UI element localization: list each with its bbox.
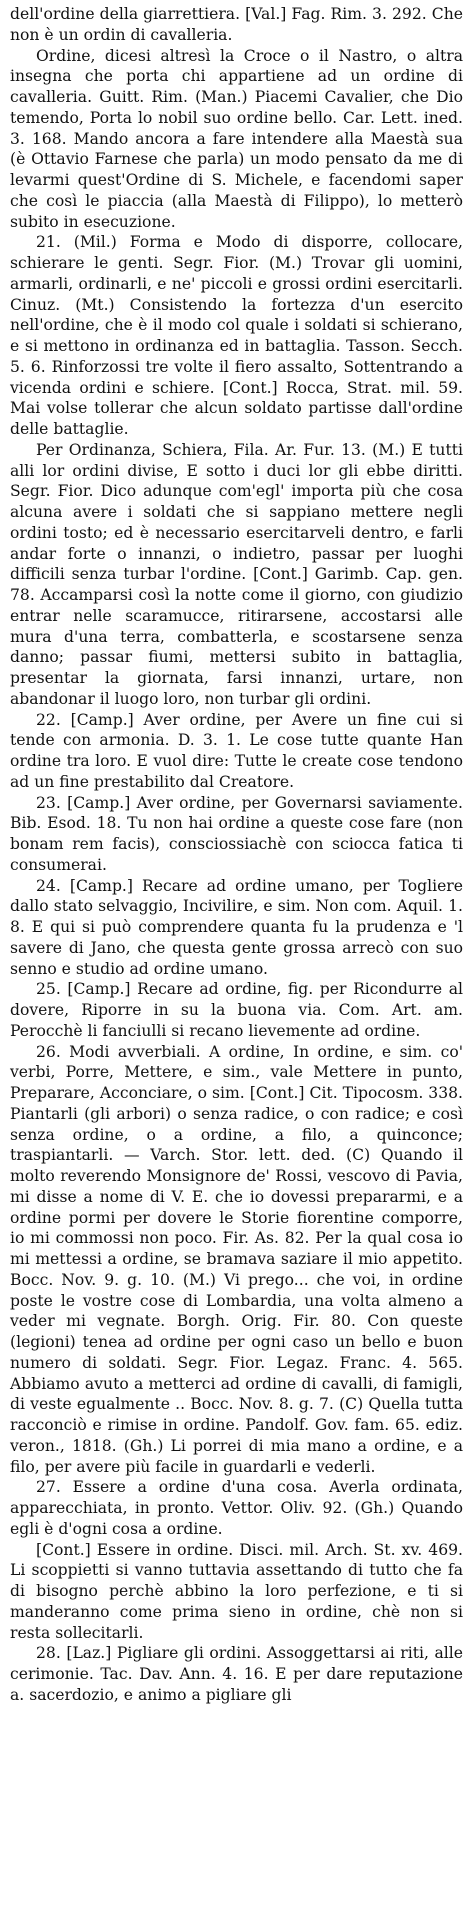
paragraph-ordinanza: Per Ordinanza, Schiera, Fila. Ar. Fur. 13. (M.) E tutti alli lor ordini divise, E sotto i duci lor gli ebbe diritti. Segr. Fior. Dico adunque com'egl' importa più che cosa alcuna avere i soldati che si sappiano mettere negli ordini tosto; ed è necessario esercitarveli dentro, e farli andar forte o innanzi, o indietro, passar per luoghi difficili senza turbar l'ordine. [Cont.] Garimb. Cap. gen. 78. Accamparsi così la notte come il giorno, con giudizio entrar nelle scaramucce, ritirarsene, accostarsi alle mura d'una terra, combatterla, e scostarsene senza danno; passar fiumi, mettersi subito in battaglia, presentar la giornata, farsi innanzi, urtare, non abandonar il luogo loro, non turbar gli ordini.	[10, 440, 463, 708]
paragraph-sense-26: 26. Modi avverbiali. A ordine, In ordine, e sim. co' verbi, Porre, Mettere, e sim., vale Mettere in punto, Preparare, Acconciare, o sim. [Cont.] Cit. Tipocosm. 338. Piantarli (gli arbori) o senza radice, o con radice; e così senza ordine, o a ordine, a filo, a quinconce; traspiantarli. — Varch. Stor. lett. ded. (C) Quando il molto reverendo Monsignore de' Rossi, vescovo di Pavia, mi disse a nome di V. E. che io dovessi prepararmi, e a ordine pormi per dovere le Storie fiorentine comporre, io mi commossi non poco. Fir. As. 82. Per la qual cosa io mi mettessi a ordine, se bramava saziare il mio appetito. Bocc. Nov. 9. g. 10. (M.) Vi prego... che voi, in ordine poste le vostre cose di Lombardia, una volta almeno a veder mi vegnate. Borgh. Orig. Fir. 80. Con queste (legioni) tenea ad ordine per ogni caso un bello e buon numero di soldati. Segr. Fior. Legaz. Franc. 4. 565. Abbiamo avuto a metterci ad ordine di cavalli, di famigli, di veste egualmente .. Bocc. Nov. 8. g. 7. (C) Quella tutta racconciò e rimise in ordine. Pandolf. Gov. fam. 65. ediz. veron., 1818. (Gh.) Li porrei di mia mano a ordine, e a filo, per avere più facile in guardarli e vederli.	[10, 1042, 463, 1476]
paragraph-sense-25: 25. [Camp.] Recare ad ordine, fig. per Ricondurre al dovere, Riporre in su la buona via. Com. Art. am. Perocchè li fanciulli si recano lievemente ad ordine.	[10, 980, 463, 1040]
paragraph-continuation: dell'ordine della giarrettiera. [Val.] Fag. Rim. 3. 292. Che non è un ordin di cavalleria.	[10, 5, 463, 44]
paragraph-sense-22: 22. [Camp.] Aver ordine, per Avere un fine cui si tende con armonia. D. 3. 1. Le cose tutte quante Han ordine tra loro. E vuol dire: Tutte le create cose tendono ad un fine prestabilito dal Creatore.	[10, 710, 463, 791]
paragraph-sense-28: 28. [Laz.] Pigliare gli ordini. Assoggettarsi ai riti, alle cerimonie. Tac. Dav. Ann. 4. 16. E per dare reputazione a. sacerdozio, e animo a pigliare gli	[10, 1644, 463, 1704]
paragraph-sense-27: 27. Essere a ordine d'una cosa. Averla ordinata, apparecchiata, in pronto. Vettor. Oliv. 92. (Gh.) Quando egli è d'ogni cosa a ordine.	[10, 1478, 463, 1538]
paragraph-sense-23: 23. [Camp.] Aver ordine, per Governarsi saviamente. Bib. Esod. 18. Tu non hai ordine a queste cose fare (non bonam rem facis), consciossiachè con sciocca fatica ti consumerai.	[10, 793, 463, 874]
paragraph-ordine-croce: Ordine, dicesi altresì la Croce o il Nastro, o altra insegna che porta chi appartiene ad un ordine di cavalleria. Guitt. Rim. (Man.) Piacemi Cavalier, che Dio temendo, Porta lo nobil suo ordine bello. Car. Lett. ined. 3. 168. Mando ancora a fare intendere alla Maestà sua (è Ottavio Farnese che parla) un modo pensato da me di levarmi quest'Ordine di S. Michele, e facendomi saper che così le piaccia (alla Maestà di Filippo), lo metterò subito in esecuzione.	[10, 46, 463, 231]
paragraph-essere-in-ordine: [Cont.] Essere in ordine. Disci. mil. Arch. St. xv. 469. Li scoppietti si vanno tuttavia assettando di tutto che fa di bisogno perchè abbino la loro perfezione, e ti si manderanno come prima sieno in ordine, chè non si resta sollecitarli.	[10, 1540, 463, 1642]
paragraph-sense-21: 21. (Mil.) Forma e Modo di disporre, collocare, schierare le genti. Segr. Fior. (M.) Trovar gli uomini, armarli, ordinarli, e ne' piccoli e grossi ordini esercitarli. Cinuz. (Mt.) Consistendo la fortezza d'un esercito nell'ordine, che è il modo col quale i soldati si schierano, e si mettono in ordinanza ed in battaglia. Tasson. Secch. 5. 6. Rinforzossi tre volte il fiero assalto, Sottentrando a vicenda ordini e schiere. [Cont.] Rocca, Strat. mil. 59. Mai volse tollerar che alcun soldato partisse dall'ordine delle battaglie.	[10, 233, 463, 438]
paragraph-sense-24: 24. [Camp.] Recare ad ordine umano, per Togliere dallo stato selvaggio, Incivilire, e sim. Non com. Aquil. 1. 8. E qui si può comprendere quanta fu la prudenza e 'l savere di Jano, che questa gente grossa arrecò con suo senno e studio ad ordine umano.	[10, 876, 463, 978]
